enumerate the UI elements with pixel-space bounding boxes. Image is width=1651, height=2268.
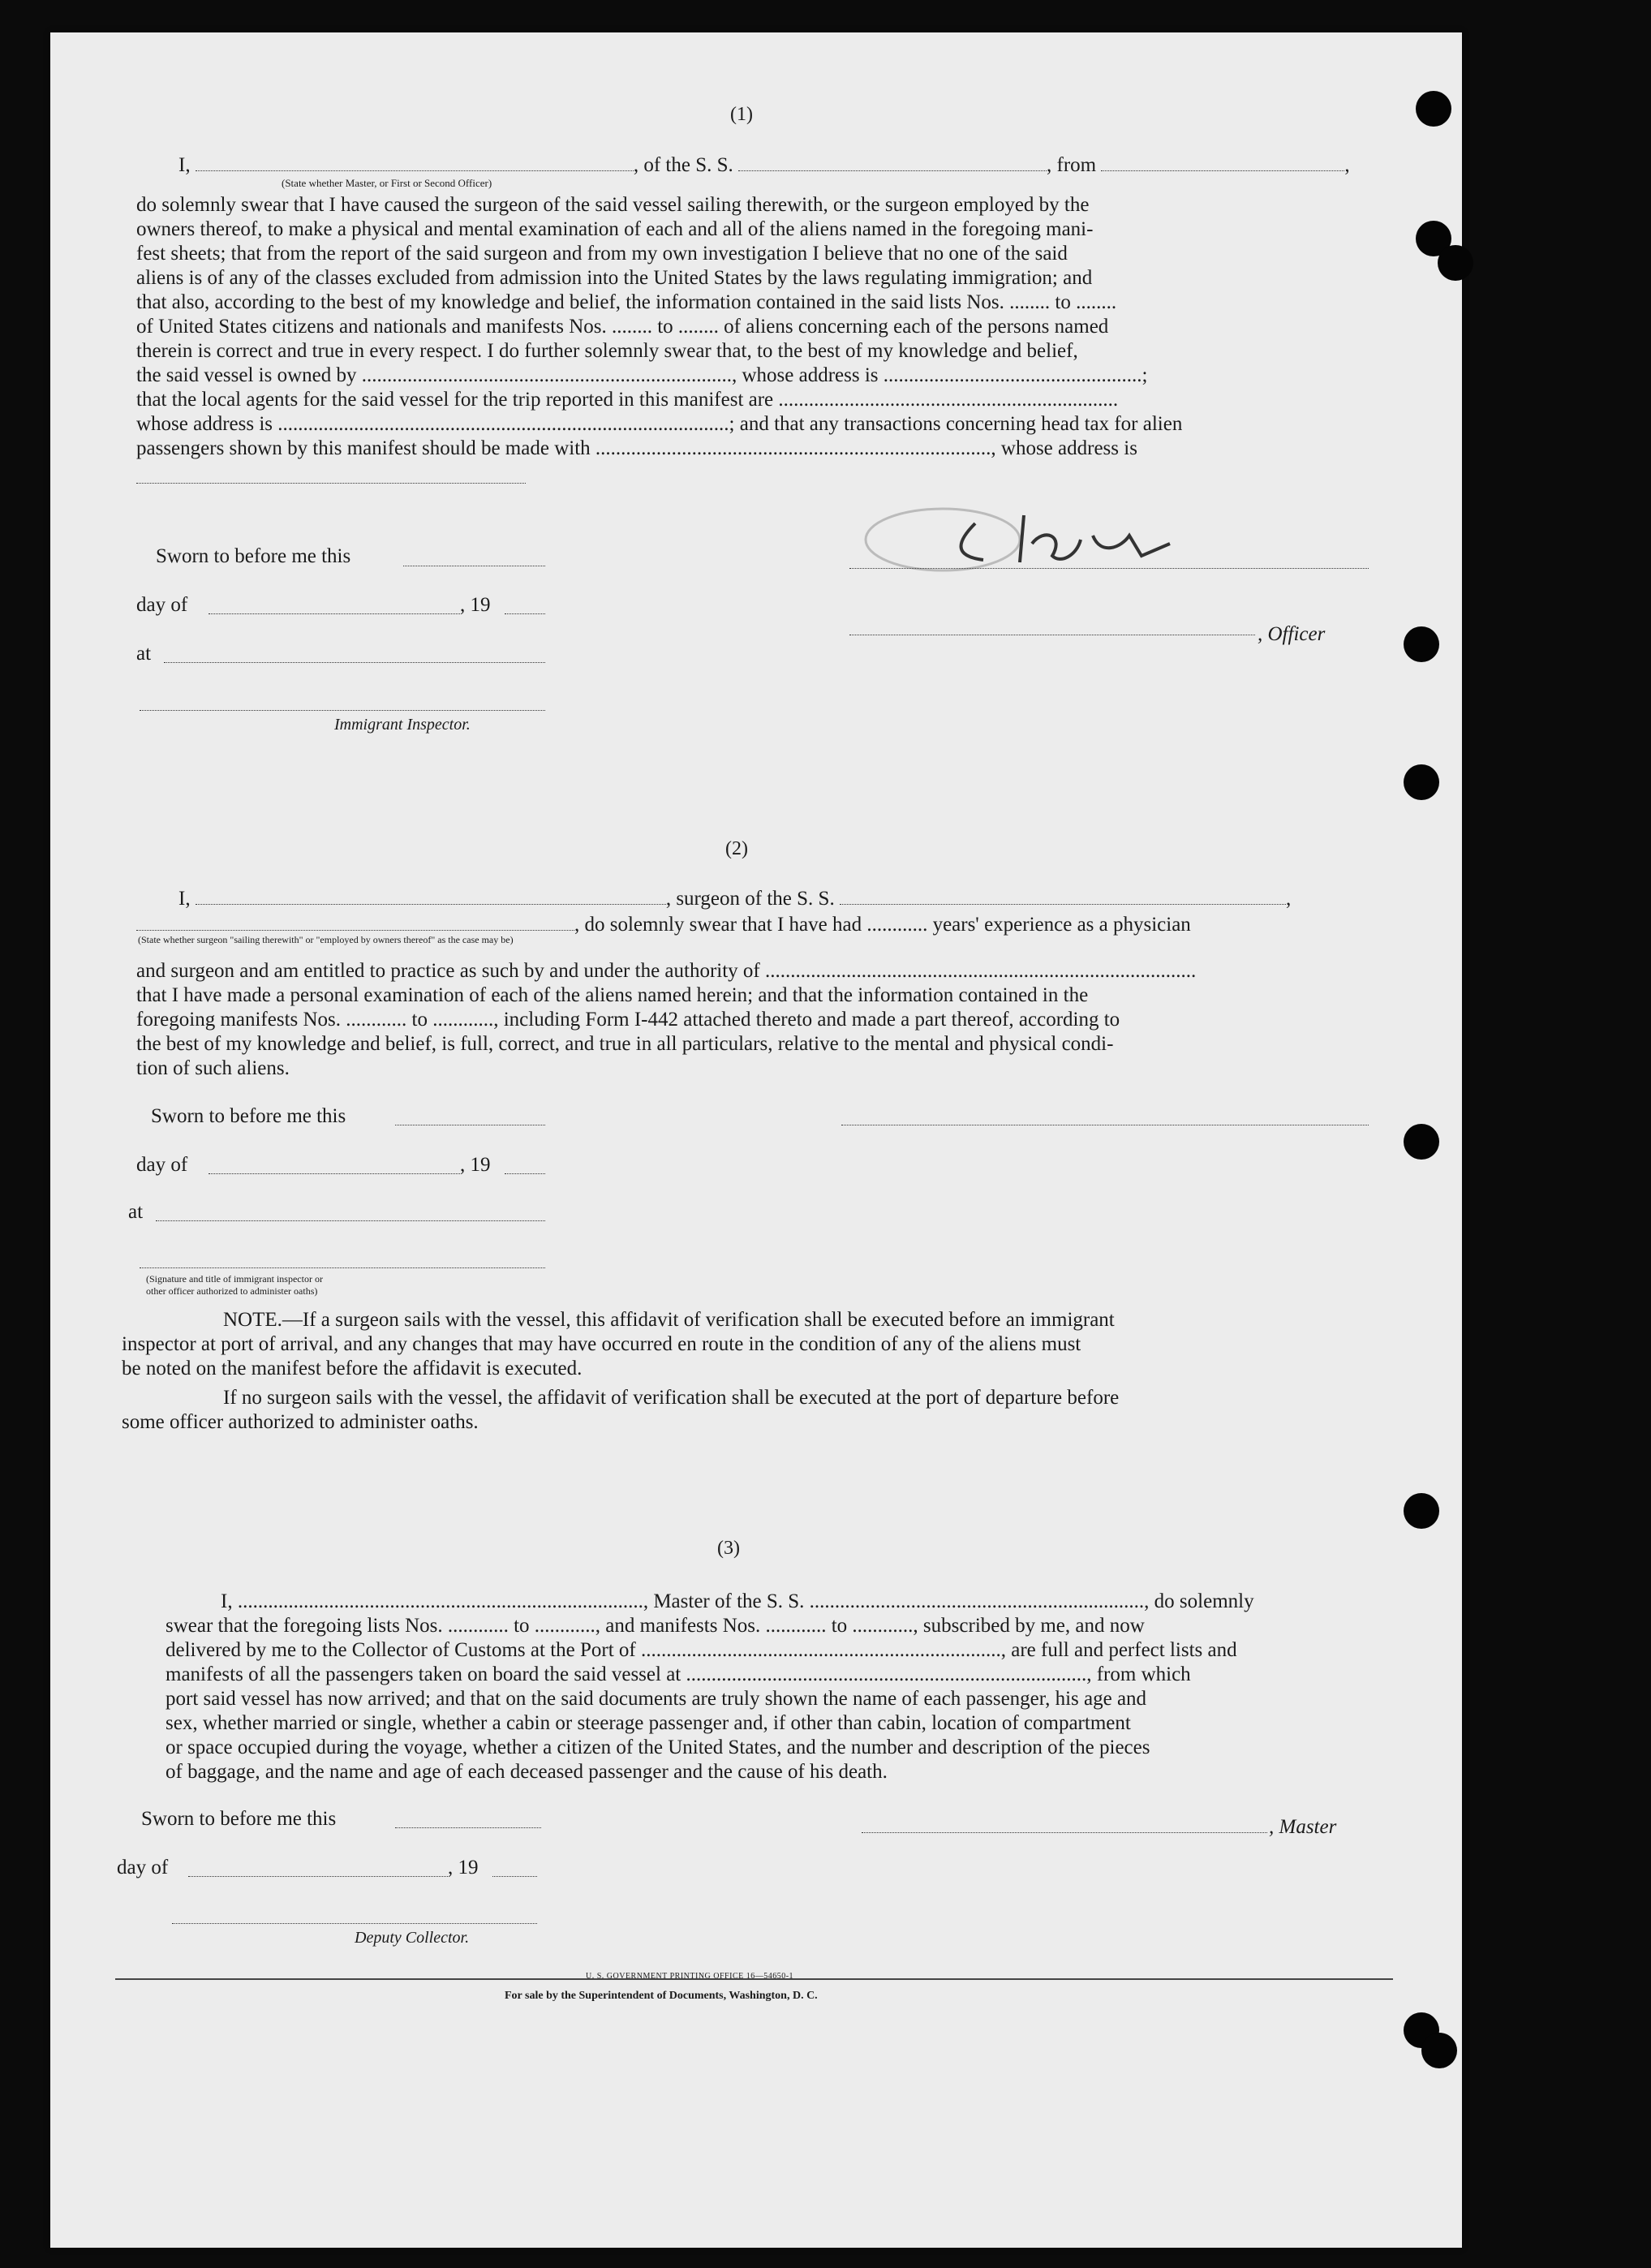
master-signature-line-3[interactable]: [862, 1832, 1267, 1833]
officer-signature: [862, 499, 1316, 588]
note-line: inspector at port of arrival, and any changes that may have occurred en route in the condition of any of the aliens must: [122, 1333, 1081, 1355]
body-line: therein is correct and true in every respect. I do further solemnly swear that, to the best of my knowledge and belief,: [136, 340, 1078, 362]
day-of-field-2[interactable]: [209, 1173, 460, 1174]
year-field-3[interactable]: [492, 1876, 537, 1877]
inspector-signature-line[interactable]: [140, 710, 545, 711]
year-label-3: , 19: [448, 1857, 479, 1879]
officer-caption: , Officer: [1258, 623, 1326, 645]
surgeon-vessel-field[interactable]: [840, 886, 1286, 905]
binder-hole: [1404, 1124, 1439, 1160]
body-line: that also, according to the best of my knowledge and belief, the information contained in the said lists Nos. ........ to ........: [136, 291, 1117, 313]
section-1-body: [136, 193, 1353, 461]
at-label-2: at: [128, 1201, 144, 1223]
section-3-number: (3): [717, 1538, 740, 1559]
section-2-i: I,: [178, 888, 191, 910]
footer-rule: [115, 1978, 1393, 1980]
section-2-ss-label: , surgeon of the S. S.: [665, 888, 835, 910]
inspector-caption: Immigrant Inspector.: [334, 716, 471, 734]
deputy-signature-line[interactable]: [172, 1923, 537, 1924]
sworn-label-1: Sworn to before me this: [156, 545, 351, 567]
note-line: NOTE.—If a surgeon sails with the vessel, this affidavit of verification shall be executed before an immigrant: [223, 1309, 1115, 1331]
signature-caption-line: (Signature and title of immigrant inspector or: [146, 1273, 323, 1285]
binder-hole: [1404, 626, 1439, 662]
day-of-field-3[interactable]: [188, 1876, 448, 1877]
body-line: that the local agents for the said vessel for the trip reported in this manifest are ...................................................................: [136, 389, 1119, 411]
day-of-label-2: day of: [136, 1154, 188, 1176]
body-line: of United States citizens and nationals and manifests Nos. ........ to ........ of aliens concerning each of the persons named: [136, 316, 1109, 338]
binder-hole: [1404, 764, 1439, 800]
section-2-number: (2): [725, 838, 748, 859]
body-line: owners thereof, to make a physical and mental examination of each and all of the aliens named in the foregoing mani-: [136, 218, 1094, 240]
sworn-label-2: Sworn to before me this: [151, 1105, 346, 1127]
body-line: and surgeon and am entitled to practice as such by and under the authority of .....................................................................................: [136, 960, 1197, 982]
departure-port-field[interactable]: [1101, 153, 1344, 171]
body-line: tion of such aliens.: [136, 1057, 290, 1079]
day-of-field-1[interactable]: [209, 613, 460, 614]
printing-office: U. S. GOVERNMENT PRINTING OFFICE 16—54650-1: [586, 1972, 794, 1981]
binder-hole: [1404, 1493, 1439, 1529]
body-line: whose address is .........................................................................................; and that any transactions concerning head tax for alien: [136, 413, 1183, 435]
note-line: be noted on the manifest before the affidavit is executed.: [122, 1358, 583, 1379]
surgeon-type-field[interactable]: [136, 912, 574, 931]
body-line: or space occupied during the voyage, whether a citizen of the United States, and the number and description of the pieces: [166, 1737, 1150, 1758]
body-line: port said vessel has now arrived; and that on the said documents are truly shown the name of each passenger, his age and: [166, 1688, 1147, 1710]
binder-hole: [1438, 245, 1473, 281]
section-1-from-label: , from: [1047, 154, 1097, 176]
document-page: [50, 32, 1462, 2248]
year-label-1: , 19: [460, 594, 491, 616]
day-of-label-1: day of: [136, 594, 188, 616]
deputy-caption: Deputy Collector.: [355, 1929, 470, 1947]
section-2-header-line: I, , surgeon of the S. S. ,: [178, 888, 1292, 910]
sale-notice: For sale by the Superintendent of Documents, Washington, D. C.: [505, 1990, 818, 2002]
year-field-2[interactable]: [505, 1173, 545, 1174]
body-line: fest sheets; that from the report of the said surgeon and from my own investigation I believe that no one of the said: [136, 243, 1068, 265]
at-field-2[interactable]: [156, 1220, 545, 1221]
body-line: swear that the foregoing lists Nos. ............ to ............, and manifests Nos. ............ to ............, subscribed by me, and now: [166, 1615, 1145, 1637]
master-caption: , Master: [1269, 1816, 1337, 1838]
body-line: that I have made a personal examination of each of the aliens named herein; and that the information contained in the: [136, 984, 1089, 1006]
body-line: delivered by me to the Collector of Customs at the Port of ......................................................................., are full and perfect lists and: [166, 1639, 1237, 1661]
body-line: sex, whether married or single, whether a cabin or steerage passenger and, if other than cabin, location of compartment: [166, 1712, 1131, 1734]
body-line: manifests of all the passengers taken on board the said vessel at ..............................................................................., from which: [166, 1663, 1191, 1685]
section-1-header-line: I, , of the S. S. , from ,: [178, 154, 1350, 176]
body-line: I, ................................................................................, Master of the S. S. .................................................................., do solemnly: [221, 1590, 1254, 1612]
inspector-signature-line-2[interactable]: [140, 1267, 545, 1268]
body-line: passengers shown by this manifest should be made with .............................................................................., whose address is: [136, 437, 1137, 459]
surgeon-name-field[interactable]: [196, 886, 666, 905]
note-line: some officer authorized to administer oaths.: [122, 1411, 479, 1433]
sworn-label-3: Sworn to before me this: [141, 1808, 337, 1830]
section-1-number: (1): [730, 104, 753, 125]
section-2-note: [122, 1308, 1339, 1435]
section-2-caption: (State whether surgeon "sailing therewith" or "employed by owners thereof" as the case may be): [138, 934, 514, 945]
section-1-i: I,: [178, 154, 191, 176]
section-1-caption: (State whether Master, or First or Second Officer): [282, 177, 492, 189]
body-line: aliens is of any of the classes excluded from admission into the United States by the laws regulating immigration; and: [136, 267, 1093, 289]
body-line: the said vessel is owned by ........................................................................., whose address is ...................................................;: [136, 364, 1148, 386]
year-field-1[interactable]: [505, 613, 545, 614]
day-of-label-3: day of: [117, 1857, 169, 1879]
officer-name-field[interactable]: [196, 153, 634, 171]
body-line: of baggage, and the name and age of each deceased passenger and the cause of his death.: [166, 1761, 888, 1783]
sworn-date-field-3[interactable]: [395, 1827, 541, 1828]
section-1-ss-label: , of the S. S.: [633, 154, 733, 176]
binder-hole: [1416, 91, 1451, 127]
note-line: If no surgeon sails with the vessel, the affidavit of verification shall be executed at the port of departure before: [223, 1387, 1120, 1409]
at-field-1[interactable]: [164, 662, 545, 663]
address-line[interactable]: [136, 483, 526, 484]
year-label-2: , 19: [460, 1154, 491, 1176]
section-3-body: [166, 1590, 1382, 1784]
body-line: the best of my knowledge and belief, is full, correct, and true in all particulars, relative to the mental and physical condi-: [136, 1033, 1114, 1055]
at-label-1: at: [136, 643, 152, 665]
binder-hole: [1421, 2033, 1457, 2068]
master-signature-line[interactable]: [849, 568, 1369, 569]
signature-caption-line: other officer authorized to administer oaths): [146, 1285, 318, 1297]
body-line: foregoing manifests Nos. ............ to ............, including Form I-442 attached thereto and made a part thereof, according to: [136, 1009, 1120, 1031]
section-2-line-2: [136, 912, 1191, 936]
experience-text: , do solemnly swear that I have had ............ years' experience as a physician: [574, 914, 1191, 936]
section-2-body: [136, 959, 1353, 1081]
vessel-name-field[interactable]: [738, 153, 1047, 171]
body-line: do solemnly swear that I have caused the surgeon of the said vessel sailing therewith, or the surgeon employed by the: [136, 194, 1090, 216]
